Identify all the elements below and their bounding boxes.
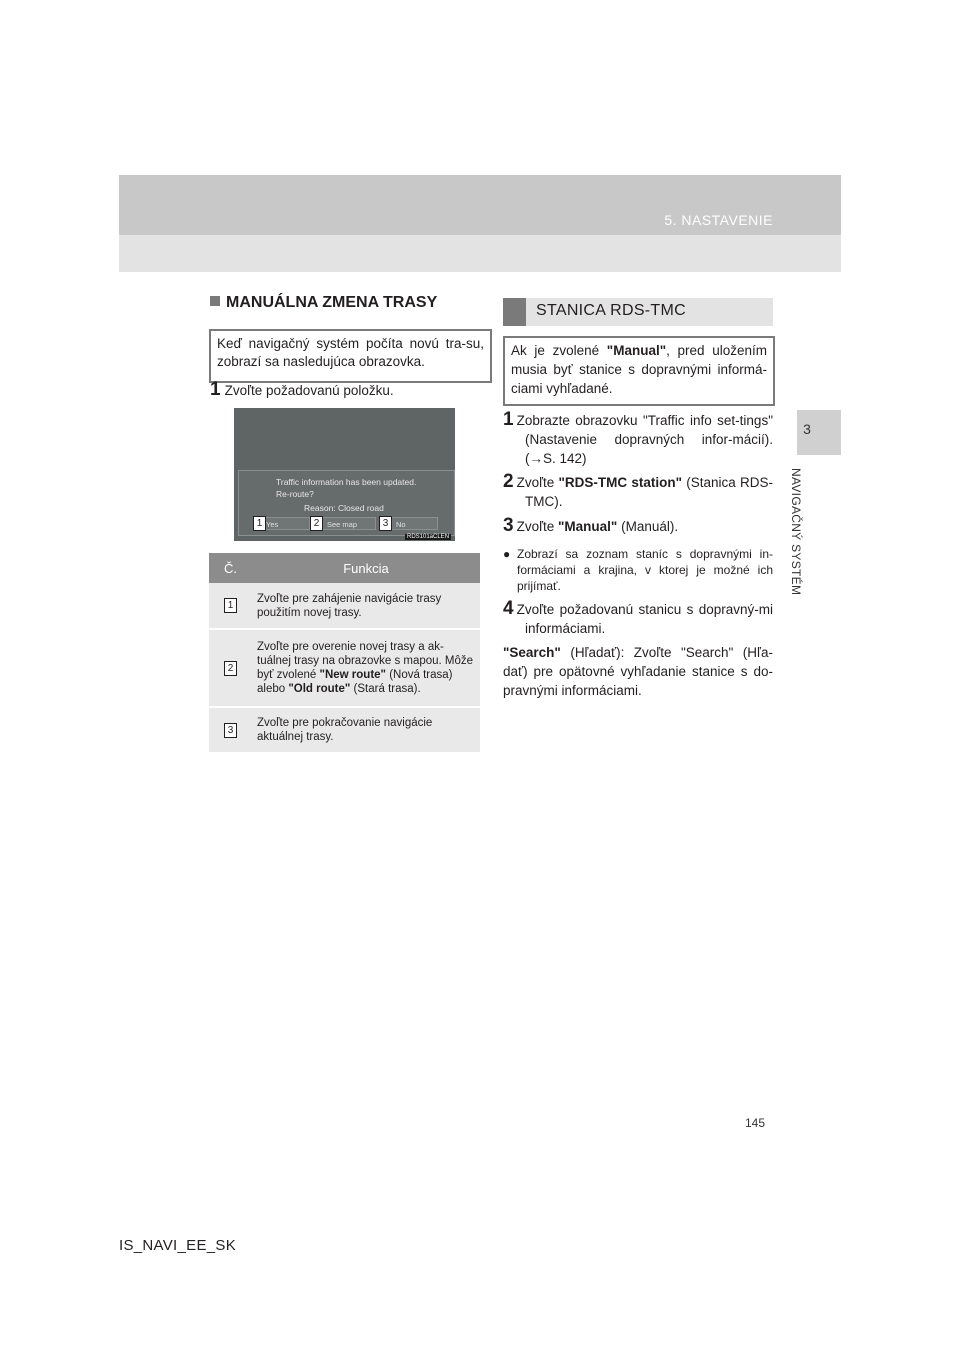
section-title-rds-tmc: STANICA RDS-TMC	[536, 302, 686, 319]
chapter-tab-number: 3	[803, 421, 811, 437]
document-code: IS_NAVI_EE_SK	[119, 1237, 237, 1254]
step-1-right: 1 Zobrazte obrazovku "Traffic info set-tings" (Nastavenie dopravných infor-mácií). (→S. 142)	[503, 409, 773, 466]
image-code: RDS101aCLEN	[407, 534, 450, 540]
chapter-title: 5. NASTAVENIE	[664, 212, 773, 228]
chapter-tab-label-text: NAVIGAČNÝ SYSTÉM	[789, 468, 803, 596]
search-note: "Search" (Hľadať): Zvoľte "Search" (Hľa-dať) pre opätovné vyhľadanie stanice s do-pravnými informáciami.	[503, 645, 773, 698]
info-box: Ak je zvolené "Manual", pred uložením musia byť stanice s dopravnými informá-ciami vyhľadané.	[503, 336, 775, 406]
see-map-button: See map	[316, 517, 376, 530]
step-text: Zvoľte požadovanú položku.	[224, 383, 394, 398]
step-4-right: 4 Zvoľte požadovanú stanicu s dopravný-mi informáciami.	[503, 598, 773, 636]
bullet-dot-icon: ●	[503, 547, 511, 561]
intro-box: Keď navigačný systém počíta novú tra-su, zobrazí sa nasledujúca obrazovka.	[209, 329, 492, 383]
column-header-function: Funkcia	[343, 560, 389, 576]
dialog-line-1: Traffic information has been updated.	[276, 477, 417, 487]
step-2-right: 2 Zvoľte "RDS-TMC station" (Stanica RDS-TMC).	[503, 471, 773, 509]
column-header-number: Č.	[224, 560, 237, 576]
table-header	[209, 553, 480, 583]
row-text: Zvoľte pre pokračovanie navigácie aktuálnej trasy.	[257, 717, 433, 743]
step-1-left	[210, 380, 394, 400]
step-number: 1	[210, 379, 221, 400]
function-table	[209, 553, 480, 754]
dialog-line-2: Re-route?	[276, 489, 314, 499]
callout-3: 3	[379, 516, 392, 531]
dialog-line-3: Reason: Closed road	[304, 503, 384, 513]
page-number: 145	[745, 1116, 766, 1130]
square-bullet-icon	[210, 296, 220, 306]
yes-button: Yes	[255, 517, 310, 530]
section-title-manual-reroute	[210, 294, 437, 312]
section-bar-marker	[503, 298, 526, 326]
callout-2: 2	[310, 516, 323, 531]
row-text: Zvoľte pre overenie novej trasy a ak-tuálnej trasy na obrazovke s mapou. Môže byť zvolené "New route" (Nová trasa) alebo "Old route" (Stará trasa).	[257, 641, 474, 695]
table-row	[209, 708, 480, 754]
row-number-box: 2	[224, 661, 237, 676]
step-3-right: 3 Zvoľte "Manual" (Manuál).	[503, 515, 679, 536]
row-text: Zvoľte pre zahájenie navigácie trasy použitím novej trasy.	[257, 592, 442, 619]
callout-1: 1	[253, 516, 266, 531]
table-row	[209, 630, 480, 708]
chapter-tab-label	[783, 468, 811, 618]
no-button: No	[385, 517, 438, 530]
section-title-text: MANUÁLNA ZMENA TRASY	[226, 294, 438, 311]
row-number-box: 3	[224, 723, 237, 738]
bullet-note: ● Zobrazí sa zoznam staníc s dopravnými in-formáciami a krajina, v ktorej je možné ich prijímať.	[503, 547, 773, 593]
row-number-box: 1	[224, 598, 237, 613]
table-row	[209, 583, 480, 630]
